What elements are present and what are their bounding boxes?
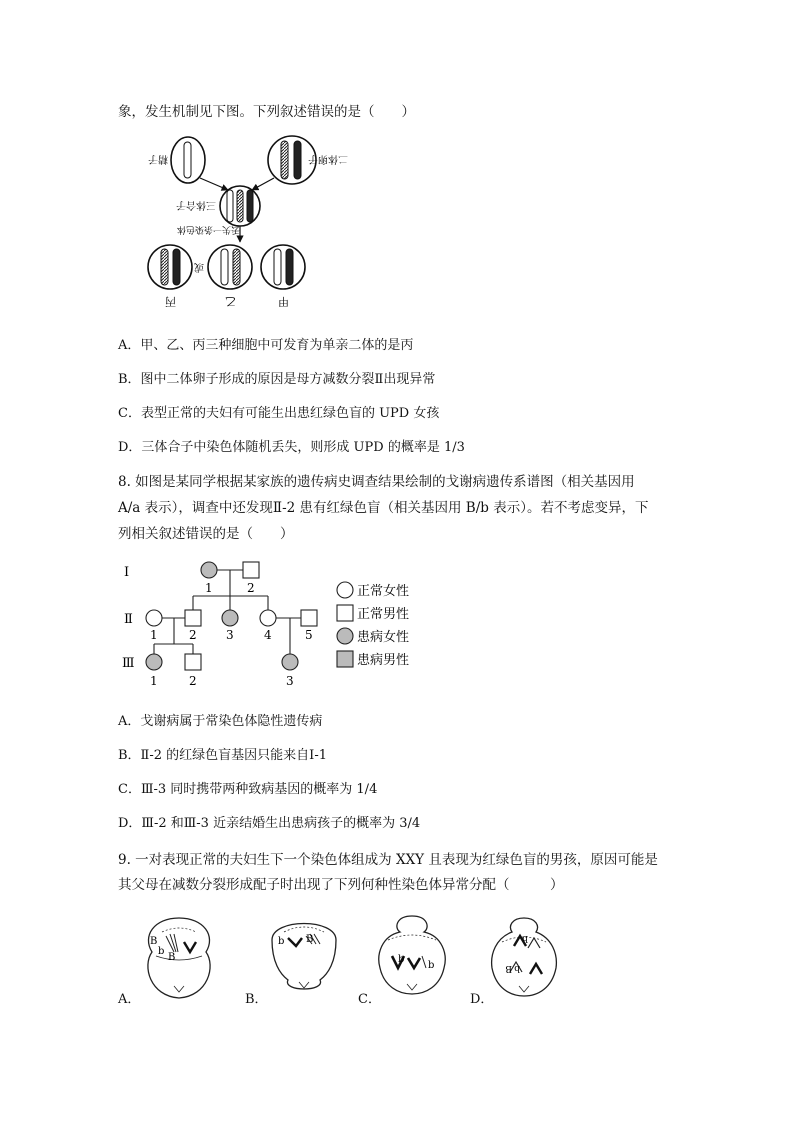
or-label: 或 — [194, 261, 204, 272]
q9-b-gene-1: b — [278, 936, 285, 947]
q9-d-gene-2: B — [505, 963, 512, 973]
q9-cell-b — [262, 910, 346, 1000]
q9-choice-a: A． — [118, 992, 141, 1007]
cell-a-label: 甲 — [278, 295, 289, 308]
q9-d-gene-1: b — [522, 933, 528, 943]
gen-label-3: Ⅲ — [122, 656, 135, 671]
q9-a-gene-3: B — [168, 952, 176, 963]
q9-d-gene-3: b — [514, 963, 520, 973]
trisomic-zygote-label: 三体合子 — [176, 199, 216, 210]
ped-II-1 — [146, 610, 162, 626]
ped-num-II-2: 2 — [189, 628, 197, 642]
q8-option-d: D．Ⅲ-2 和Ⅲ-3 近亲结婚生出患病孩子的概率为 3/4 — [118, 816, 421, 831]
legend-affected-male — [337, 651, 353, 667]
q9-cell-a — [138, 912, 220, 1004]
ped-II-4 — [260, 610, 276, 626]
q7-option-d: D．三体合子中染色体随机丢失，则形成 UPD 的概率是 1/3 — [118, 440, 465, 455]
ped-II-3 — [222, 610, 238, 626]
ped-II-5 — [301, 610, 317, 626]
q9-cell-c — [372, 910, 452, 1000]
ped-num-III-2: 2 — [189, 674, 197, 688]
cell-c — [148, 245, 192, 289]
q9-cell-d — [484, 912, 564, 1002]
q8-stem-line-3: 列相关叙述错误的是（ ） — [118, 526, 294, 542]
q9-choice-d: D． — [470, 992, 494, 1007]
q9-b-gene-2: B — [306, 934, 314, 945]
ped-I-1 — [201, 562, 217, 578]
sperm-label: 精子 — [148, 153, 168, 164]
diploid-egg-label: 二体卵子 — [308, 153, 348, 164]
legend-normal-male — [337, 605, 353, 621]
legend-label-1: 正常女性 — [357, 584, 410, 599]
cell-c-label: 丙 — [165, 295, 176, 308]
q8-option-a: A．戈谢病属于常染色体隐性遗传病 — [118, 714, 323, 729]
chromosome-loss-label: 丢失一条染色体 — [176, 224, 240, 234]
cell-a — [261, 245, 305, 289]
q9-choice-b: B． — [245, 992, 268, 1007]
ped-num-II-3: 3 — [226, 628, 234, 642]
q9-c-gene-2: b — [428, 960, 435, 971]
sperm-cell — [171, 137, 205, 183]
pedigree-chart — [118, 556, 438, 696]
ped-III-3 — [282, 654, 298, 670]
q7-option-c: C．表型正常的夫妇有可能生出患红绿色盲的 UPD 女孩 — [118, 406, 440, 421]
gen-label-2: Ⅱ — [124, 612, 133, 627]
ped-num-II-1: 1 — [150, 628, 158, 642]
q7-figure — [140, 134, 348, 314]
legend-affected-female — [337, 628, 353, 644]
ped-I-2 — [243, 562, 259, 578]
legend-label-4: 患病男性 — [357, 653, 410, 668]
q7-option-a: A．甲、乙、丙三种细胞中可发育为单亲二体的是丙 — [118, 338, 414, 353]
legend-label-3: 患病女性 — [357, 630, 410, 645]
ped-num-II-4: 4 — [264, 628, 272, 642]
q8-stem-line-1: 8. 如图是某同学根据某家族的遗传病史调查结果绘制的戈谢病遗传系谱图（相关基因用 — [118, 474, 635, 490]
q8-stem-line-2: A/a 表示），调查中还发现Ⅱ-2 患有红绿色盲（相关基因用 B/b 表示）。若不考虑变异，下 — [118, 500, 649, 516]
legend-normal-female — [337, 582, 353, 598]
q9-a-gene-1: B — [150, 936, 158, 947]
q8-option-b: B．Ⅱ-2 的红绿色盲基因只能来自Ⅰ-1 — [118, 748, 327, 763]
q9-a-gene-2: b — [158, 946, 165, 957]
q9-stem-line-1: 9. 一对表现正常的夫妇生下一个染色体组成为 XXY 且表现为红绿色盲的男孩，原因可能是 — [118, 852, 658, 868]
ped-II-2 — [185, 610, 201, 626]
q9-choice-c: C． — [358, 992, 381, 1007]
ped-num-I-1: 1 — [205, 581, 213, 595]
ped-num-II-5: 5 — [305, 628, 313, 642]
ped-num-III-3: 3 — [286, 674, 294, 688]
q9-c-gene-1: b — [398, 954, 405, 965]
ped-num-III-1: 1 — [150, 674, 158, 688]
cell-b — [208, 245, 252, 289]
q7-stem: 象，发生机制见下图。下列叙述错误的是（ ） — [118, 104, 415, 120]
q7-option-b: B．图中二体卵子形成的原因是母方减数分裂Ⅱ出现异常 — [118, 372, 436, 387]
legend-label-2: 正常男性 — [357, 607, 410, 622]
ped-num-I-2: 2 — [247, 581, 255, 595]
q9-stem-line-2: 其父母在减数分裂形成配子时出现了下列何种性染色体异常分配（ ） — [118, 877, 564, 893]
trisomic-zygote-cell — [220, 186, 260, 226]
cell-b-label: 乙 — [225, 295, 236, 308]
ped-III-1 — [146, 654, 162, 670]
q8-option-c: C．Ⅲ-3 同时携带两种致病基因的概率为 1/4 — [118, 782, 378, 797]
ped-III-2 — [185, 654, 201, 670]
gen-label-1: Ⅰ — [124, 565, 130, 580]
